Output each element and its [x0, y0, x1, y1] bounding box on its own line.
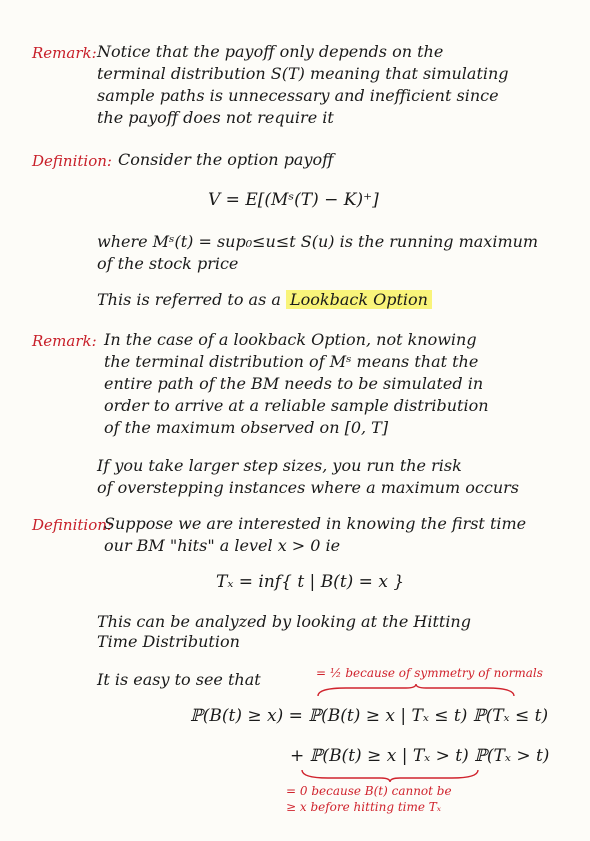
- remark-line: of the maximum observed on [0, T]: [104, 418, 389, 437]
- remark-line: Notice that the payoff only depends on the: [97, 42, 444, 61]
- definition-text: our BM "hits" a level x > 0 ie: [104, 536, 341, 555]
- remark-line: order to arrive at a reliable sample distribution: [104, 396, 489, 415]
- referred-line: [97, 290, 432, 309]
- hitting-time-formula: Tₓ = inf{ t | B(t) = x }: [216, 572, 405, 592]
- zero-note-line: = 0 because B(t) cannot be: [286, 784, 452, 798]
- top-brace: [316, 684, 516, 698]
- step-line: If you take larger step sizes, you run the risk: [97, 456, 462, 475]
- step-line: of overstepping instances where a maximum occurs: [97, 478, 520, 497]
- lookback-highlight: Lookback Option: [286, 290, 432, 309]
- symmetry-note: = ½ because of symmetry of normals: [316, 666, 543, 680]
- remark-label: Remark:: [32, 332, 97, 350]
- remark-line: terminal distribution S(T) meaning that simulating: [97, 64, 509, 83]
- remark-line: the terminal distribution of Mˢ means that the: [104, 352, 479, 371]
- analyzed-line: This can be analyzed by looking at the Hitting: [97, 612, 471, 631]
- remark-label: Remark:: [32, 44, 97, 62]
- zero-note-line: ≥ x before hitting time Tₓ: [286, 800, 442, 814]
- easy-line: It is easy to see that: [97, 670, 261, 689]
- payoff-formula: V = E[(Mˢ(T) − K)⁺]: [208, 190, 379, 210]
- remark-line: the payoff does not require it: [97, 108, 334, 127]
- where-line: of the stock price: [97, 254, 239, 273]
- analyzed-line: Time Distribution: [97, 632, 240, 651]
- remark-line: In the case of a lookback Option, not knowing: [104, 330, 477, 349]
- probability-equation-line2: + ℙ(B(t) ≥ x | Tₓ > t) ℙ(Tₓ > t): [290, 746, 550, 766]
- definition-label: Definition:: [32, 152, 112, 170]
- probability-equation-line1: ℙ(B(t) ≥ x) = ℙ(B(t) ≥ x | Tₓ ≤ t) ℙ(Tₓ ≤ t): [190, 706, 549, 726]
- referred-prefix: This is referred to as a: [97, 290, 281, 309]
- remark-line: sample paths is unnecessary and inefficient since: [97, 86, 499, 105]
- definition-text: Suppose we are interested in knowing the first time: [104, 514, 527, 533]
- definition-label: Definition:: [32, 516, 112, 534]
- remark-line: entire path of the BM needs to be simulated in: [104, 374, 484, 393]
- definition-text: Consider the option payoff: [118, 150, 334, 169]
- where-line: where Mˢ(t) = sup₀≤u≤t S(u) is the running maximum: [97, 232, 539, 251]
- bottom-brace: [300, 768, 480, 782]
